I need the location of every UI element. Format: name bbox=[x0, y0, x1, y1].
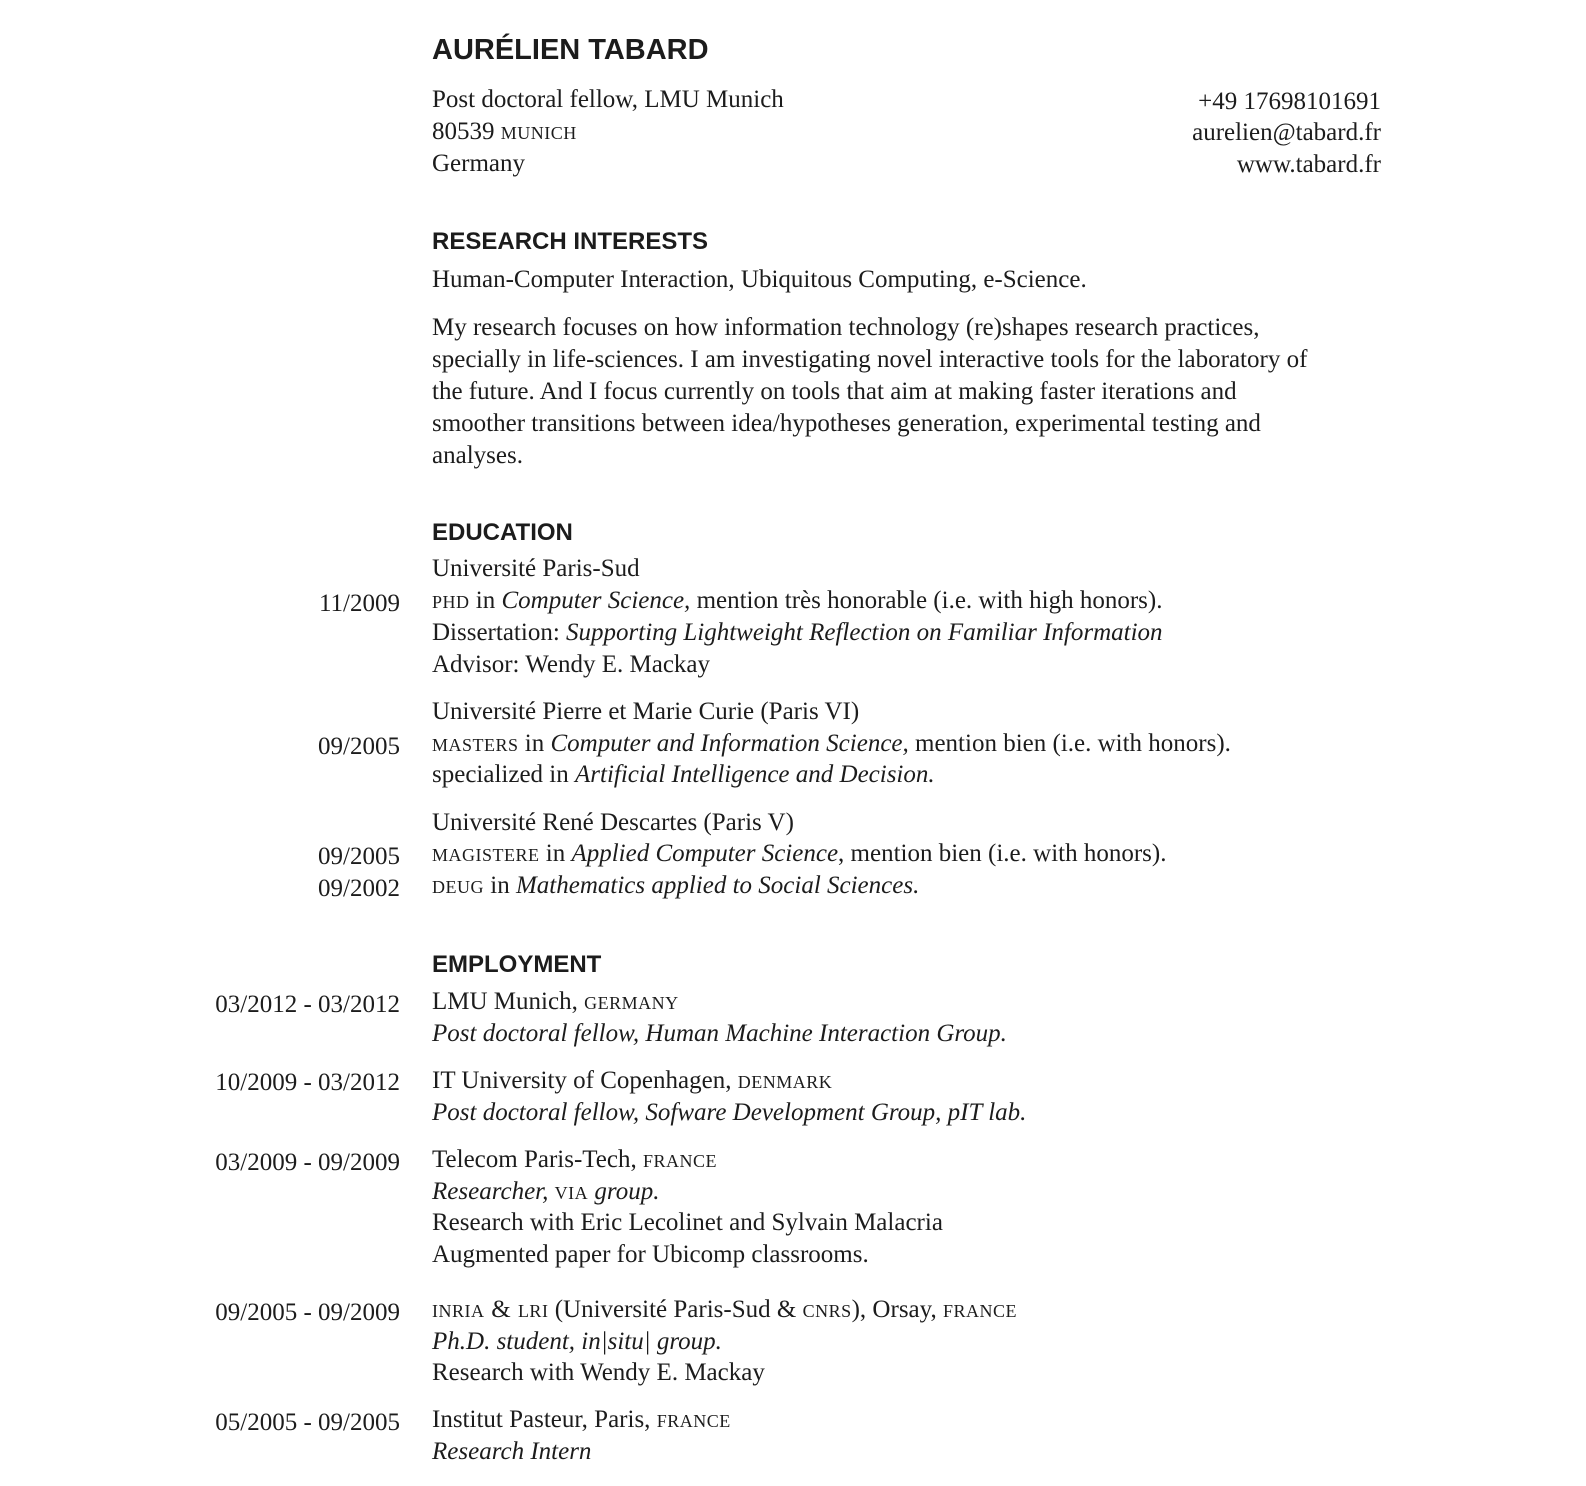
group-name: via bbox=[554, 1178, 589, 1205]
degree: magistere bbox=[432, 840, 540, 867]
job-org bbox=[432, 986, 679, 1018]
specialization-label: specialized in bbox=[432, 761, 575, 788]
edu-institution: Université Paris-Sud bbox=[432, 555, 640, 582]
org-name: Telecom Paris-Tech, bbox=[432, 1146, 643, 1173]
job-org bbox=[432, 1404, 731, 1436]
edu-date: 09/2002 bbox=[318, 875, 400, 902]
job-detail: Augmented paper for Ubicomp classrooms. bbox=[432, 1241, 869, 1268]
job-org bbox=[432, 1144, 717, 1176]
role-title: Researcher, bbox=[432, 1178, 555, 1205]
job-role: Research Intern bbox=[432, 1438, 592, 1465]
in-label: in bbox=[539, 840, 572, 867]
employment-heading: EMPLOYMENT bbox=[432, 951, 602, 978]
degree: phd bbox=[432, 587, 470, 614]
dissertation-label: Dissertation: bbox=[432, 619, 567, 646]
edu-degree-line bbox=[432, 728, 1231, 760]
org-name: LMU Munich, bbox=[432, 988, 585, 1015]
mention: mention très honorable (i.e. with high honors). bbox=[690, 587, 1163, 614]
org-acronym: inria & lri bbox=[432, 1296, 549, 1323]
research-summary: Human-Computer Interaction, Ubiquitous Computing, e-Science. bbox=[432, 266, 1087, 293]
in-label: in bbox=[484, 872, 516, 899]
edu-date: 11/2009 bbox=[318, 590, 400, 617]
country: denmark bbox=[737, 1067, 833, 1094]
org-name: Institut Pasteur, Paris, bbox=[432, 1406, 657, 1433]
degree: deug bbox=[432, 872, 484, 899]
in-label: in bbox=[518, 730, 551, 757]
job-role bbox=[432, 1176, 659, 1208]
field: Applied Computer Science bbox=[571, 840, 839, 867]
job-role: Post doctoral fellow, Sofware Development Group, pIT lab. bbox=[432, 1099, 1027, 1126]
edu-degree-line bbox=[432, 838, 1166, 870]
research-description: My research focuses on how information technology (re)shapes research practices, specially in life-sciences. I am investigating novel interactive tools for the laboratory of the future. And I focus currently on tools that aim at making faster iterations and smoother transitions between idea/hypotheses generation, experimental testing and analyses. bbox=[432, 314, 1308, 469]
job-dates: 03/2009 - 09/2009 bbox=[215, 1149, 400, 1176]
edu-degree-line bbox=[432, 585, 1162, 617]
job-detail: Research with Eric Lecolinet and Sylvain Malacria bbox=[432, 1209, 943, 1236]
edu-institution: Université Pierre et Marie Curie (Paris VI) bbox=[432, 698, 860, 725]
country: france bbox=[656, 1406, 731, 1433]
cv-name: AURÉLIEN TABARD bbox=[432, 34, 709, 66]
postal-code: 80539 bbox=[432, 118, 495, 145]
job-dates: 09/2005 - 09/2009 bbox=[215, 1299, 400, 1326]
edu-date: 09/2005 bbox=[318, 843, 400, 870]
dissertation-title: Supporting Lightweight Reflection on Familiar Information bbox=[566, 619, 1163, 646]
mention: mention bien (i.e. with honors). bbox=[908, 730, 1231, 757]
address-line-1: Post doctoral fellow, LMU Munich bbox=[432, 86, 784, 113]
org-location: ), Orsay, bbox=[851, 1296, 944, 1323]
website-link[interactable]: www.tabard.fr bbox=[1236, 151, 1381, 178]
research-heading: RESEARCH INTERESTS bbox=[432, 228, 709, 255]
org-acronym: cnrs bbox=[802, 1296, 852, 1323]
job-detail: Research with Wendy E. Mackay bbox=[432, 1359, 765, 1386]
job-org bbox=[432, 1294, 1017, 1326]
job-role: Post doctoral fellow, Human Machine Interaction Group. bbox=[432, 1020, 1007, 1047]
org-name: IT University of Copenhagen, bbox=[432, 1067, 738, 1094]
country: france bbox=[943, 1296, 1018, 1323]
job-dates: 03/2012 - 03/2012 bbox=[215, 991, 400, 1018]
field: Computer Science, bbox=[501, 587, 691, 614]
city: munich bbox=[500, 118, 577, 145]
specialization: Artificial Intelligence and Decision. bbox=[575, 761, 935, 788]
field: Mathematics applied to Social Sciences. bbox=[515, 872, 920, 899]
phone: +49 17698101691 bbox=[1198, 88, 1381, 115]
address-line-2 bbox=[432, 116, 577, 148]
job-org bbox=[432, 1065, 832, 1097]
field: Computer and Information Science, bbox=[550, 730, 909, 757]
edu-date: 09/2005 bbox=[318, 733, 400, 760]
org-name: (Université Paris-Sud & bbox=[548, 1296, 803, 1323]
mention: , mention bien (i.e. with honors). bbox=[838, 840, 1167, 867]
education-heading: EDUCATION bbox=[432, 519, 573, 546]
edu-specialization bbox=[432, 759, 935, 791]
edu-institution: Université René Descartes (Paris V) bbox=[432, 809, 794, 836]
group-suffix: group. bbox=[588, 1178, 660, 1205]
degree: masters bbox=[432, 730, 519, 757]
address-line-3: Germany bbox=[432, 150, 526, 177]
edu-degree-line bbox=[432, 870, 919, 902]
country: france bbox=[643, 1146, 718, 1173]
job-role: Ph.D. student, in|situ| group. bbox=[432, 1328, 722, 1355]
job-dates: 05/2005 - 09/2005 bbox=[215, 1409, 400, 1436]
email-link[interactable]: aurelien@tabard.fr bbox=[1192, 119, 1381, 146]
in-label: in bbox=[469, 587, 502, 614]
edu-dissertation bbox=[432, 617, 1163, 649]
edu-advisor: Advisor: Wendy E. Mackay bbox=[432, 651, 711, 678]
country: germany bbox=[584, 988, 679, 1015]
job-dates: 10/2009 - 03/2012 bbox=[215, 1069, 400, 1096]
